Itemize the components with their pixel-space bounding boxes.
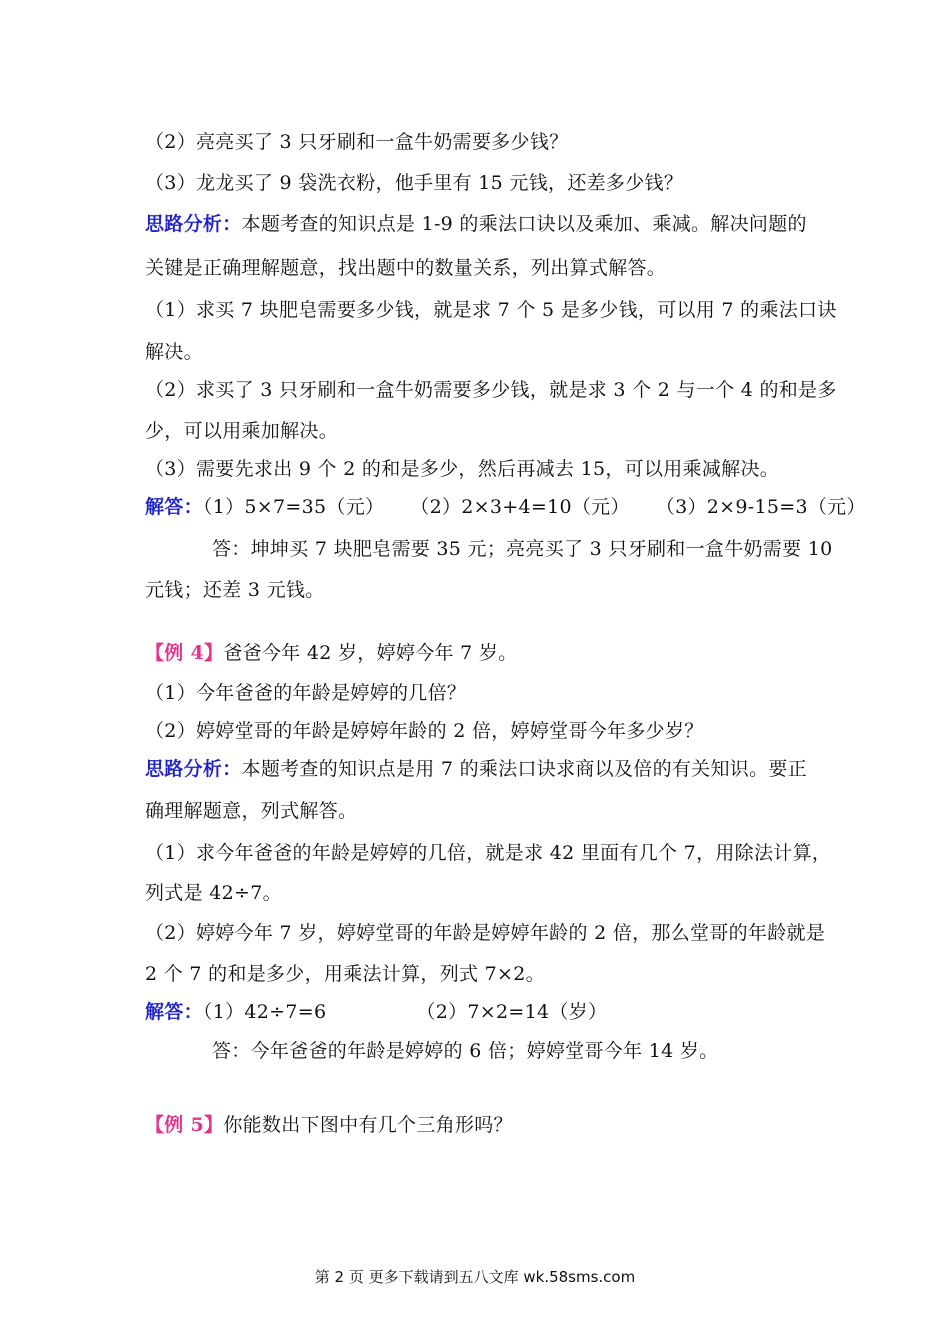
reply-text: 答：今年爸爸的年龄是婷婷的 6 倍；婷婷堂哥今年 14 岁。 [212, 1040, 719, 1062]
answer-line [145, 999, 607, 1025]
answer-label: 解答： [145, 1001, 203, 1023]
question-2: （2）亮亮买了 3 只牙刷和一盒牛奶需要多少钱？ [145, 131, 569, 153]
analysis-point-2: （2）求买了 3 只牙刷和一盒牛奶需要多少钱，就是求 3 个 2 与一个 4 的和是多 [145, 379, 837, 401]
analysis-text: 本题考查的知识点是 1-9 的乘法口诀以及乘加、乘减。解决问题的 [241, 213, 807, 235]
analysis-text-cont: 确理解题意，列式解答。 [145, 800, 358, 822]
answer-3: （3）2×9-15=3（元） [655, 496, 866, 518]
analysis-point-2: （2）婷婷今年 7 岁，婷婷堂哥的年龄是婷婷年龄的 2 倍，那么堂哥的年龄就是 [145, 922, 826, 944]
answer-1: （1）42÷7=6 [202, 1001, 327, 1023]
example-5-tag: 【例 5】 [145, 1114, 224, 1136]
example-4-stem: 爸爸今年 42 岁，婷婷今年 7 岁。 [223, 642, 518, 664]
answer-2: （2）7×2=14（岁） [416, 1001, 608, 1023]
example-4-question-2: （2）婷婷堂哥的年龄是婷婷年龄的 2 倍，婷婷堂哥今年多少岁？ [145, 720, 704, 742]
example-4-question-1: （1）今年爸爸的年龄是婷婷的几倍？ [145, 682, 467, 704]
analysis-point-1: （1）求买 7 块肥皂需要多少钱，就是求 7 个 5 是多少钱，可以用 7 的乘法口诀 [145, 299, 837, 321]
analysis-label: 思路分析： [145, 758, 242, 780]
analysis-paragraph [145, 211, 807, 237]
answer-line [145, 494, 866, 520]
page-footer: 第 2 页 更多下载请到五八文库 wk.58sms.com [314, 1268, 636, 1286]
example-4-heading [145, 640, 517, 666]
example-4-tag: 【例 4】 [145, 642, 224, 664]
analysis-text: 本题考查的知识点是用 7 的乘法口诀求商以及倍的有关知识。要正 [241, 758, 807, 780]
analysis-point-1-cont: 解决。 [145, 341, 203, 363]
analysis-point-1: （1）求今年爸爸的年龄是婷婷的几倍，就是求 42 里面有几个 7，用除法计算， [145, 842, 832, 864]
analysis-text-cont: 关键是正确理解题意，找出题中的数量关系，列出算式解答。 [145, 257, 667, 279]
example-4-analysis [145, 756, 807, 782]
analysis-point-2-cont: 少，可以用乘加解决。 [145, 420, 339, 442]
example-5-stem: 你能数出下图中有几个三角形吗？ [223, 1114, 513, 1136]
answer-label: 解答： [145, 496, 203, 518]
question-3: （3）龙龙买了 9 袋洗衣粉，他手里有 15 元钱，还差多少钱？ [145, 172, 684, 194]
example-5-heading [145, 1112, 513, 1138]
reply-text-cont: 元钱；还差 3 元钱。 [145, 579, 325, 601]
analysis-label: 思路分析： [145, 213, 242, 235]
answer-2: （2）2×3+4=10（元） [410, 496, 630, 518]
analysis-point-1-cont: 列式是 42÷7。 [145, 882, 282, 904]
analysis-point-3: （3）需要先求出 9 个 2 的和是多少，然后再减去 15，可以用乘减解决。 [145, 458, 780, 480]
analysis-point-2-cont: 2 个 7 的和是多少，用乘法计算，列式 7×2。 [145, 963, 545, 985]
reply-text: 答：坤坤买 7 块肥皂需要 35 元；亮亮买了 3 只牙刷和一盒牛奶需要 10 [212, 538, 833, 560]
answer-1: （1）5×7=35（元） [202, 496, 385, 518]
